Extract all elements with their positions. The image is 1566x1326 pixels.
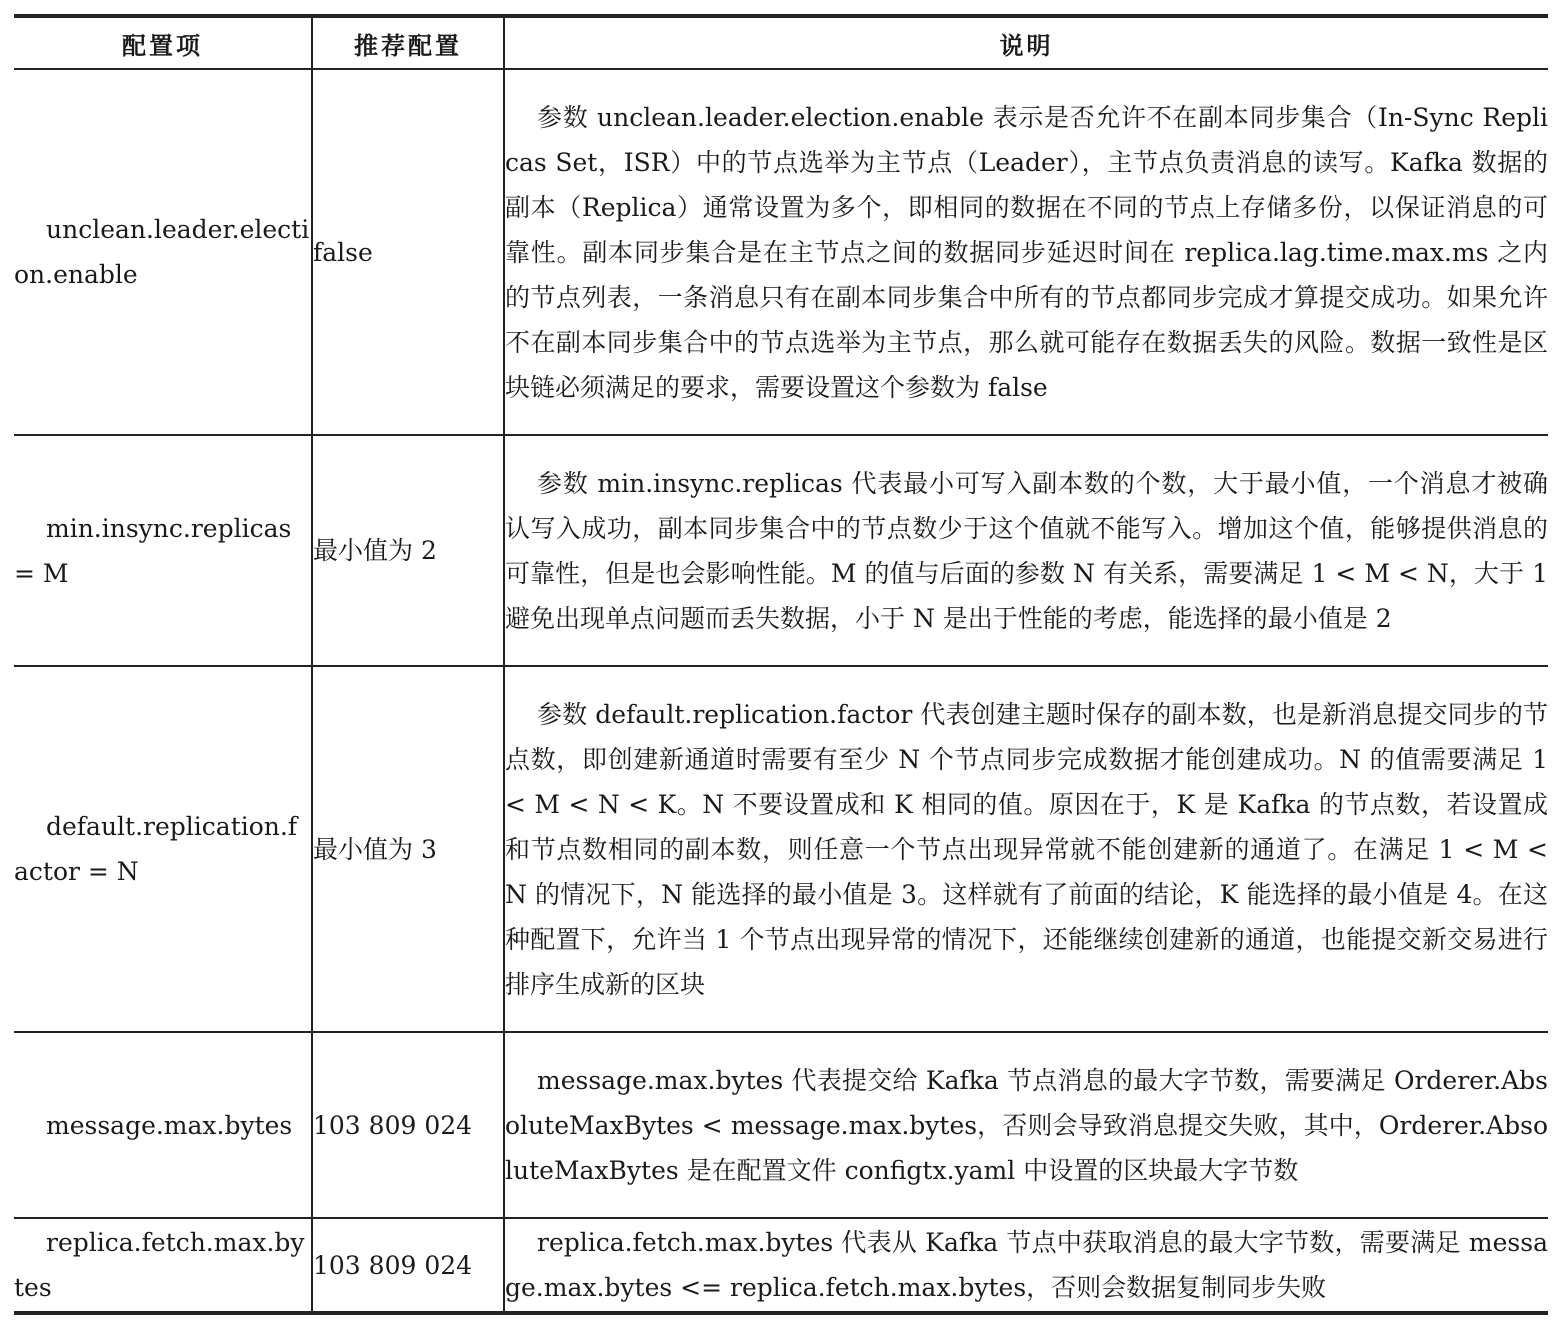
- header-recommended: 推荐配置: [312, 16, 504, 69]
- recommended-value: 最小值为 3: [312, 666, 504, 1032]
- table-row: [14, 1218, 1548, 1313]
- config-key: min.insync.replicas = M: [14, 435, 312, 666]
- recommended-value: false: [312, 69, 504, 435]
- config-table: [14, 14, 1548, 1315]
- table-row: [14, 69, 1548, 435]
- config-description: replica.fetch.max.bytes 代表从 Kafka 节点中获取消息的最大字节数，需要满足 message.max.bytes <= replica.fetch.max.bytes，否则会数据复制同步失败: [505, 1228, 1548, 1302]
- recommended-value: 103 809 024: [312, 1032, 504, 1218]
- config-key: replica.fetch.max.bytes: [14, 1218, 312, 1313]
- config-key: unclean.leader.election.enable: [14, 69, 312, 435]
- table-row: [14, 1032, 1548, 1218]
- header-description: 说明: [504, 16, 1548, 69]
- config-description: 参数 unclean.leader.election.enable 表示是否允许不在副本同步集合（In-Sync Replicas Set，ISR）中的节点选举为主节点（Leader），主节点负责消息的读写。Kafka 数据的副本（Replica）通常设置为多个，即相同的数据在不同的节点上存储多份，以保证消息的可靠性。副本同步集合是在主节点之间的数据同步延迟时间在 replica.lag.time.max.ms 之内的节点列表，一条消息只有在副本同步集合中所有的节点都同步完成才算提交成功。如果允许不在副本同步集合中的节点选举为主节点，那么就可能存在数据丢失的风险。数据一致性是区块链必须满足的要求，需要设置这个参数为 false: [504, 69, 1548, 435]
- config-key: message.max.bytes: [14, 1032, 312, 1218]
- recommended-value: 103 809 024: [312, 1218, 504, 1313]
- config-description: 参数 min.insync.replicas 代表最小可写入副本数的个数，大于最小值，一个消息才被确认写入成功，副本同步集合中的节点数少于这个值就不能写入。增加这个值，能够提供消息的可靠性，但是也会影响性能。M 的值与后面的参数 N 有关系，需要满足 1 < M < N，大于 1 避免出现单点问题而丢失数据，小于 N 是出于性能的考虑，能选择的最小值是 2: [504, 435, 1548, 666]
- header-config-item: 配置项: [14, 16, 312, 69]
- config-description: 参数 default.replication.factor 代表创建主题时保存的副本数，也是新消息提交同步的节点数，即创建新通道时需要有至少 N 个节点同步完成数据才能创建成功。N 的值需要满足 1 < M < N < K。N 不要设置成和 K 相同的值。原因在于，K 是 Kafka 的节点数，若设置成和节点数相同的副本数，则任意一个节点出现异常就不能创建新的通道了。在满足 1 < M < N 的情况下，N 能选择的最小值是 3。这样就有了前面的结论，K 能选择的最小值是 4。在这种配置下，允许当 1 个节点出现异常的情况下，还能继续创建新的通道，也能提交新交易进行排序生成新的区块: [504, 666, 1548, 1032]
- config-key: default.replication.factor = N: [14, 666, 312, 1032]
- table-row: [14, 666, 1548, 1032]
- header-row: [14, 16, 1548, 69]
- table-row: [14, 435, 1548, 666]
- recommended-value: 最小值为 2: [312, 435, 504, 666]
- config-description: message.max.bytes 代表提交给 Kafka 节点消息的最大字节数，需要满足 Orderer.AbsoluteMaxBytes < message.max.bytes，否则会导致消息提交失败，其中，Orderer.AbsoluteMaxBytes 是在配置文件 configtx.yaml 中设置的区块最大字节数: [504, 1032, 1548, 1218]
